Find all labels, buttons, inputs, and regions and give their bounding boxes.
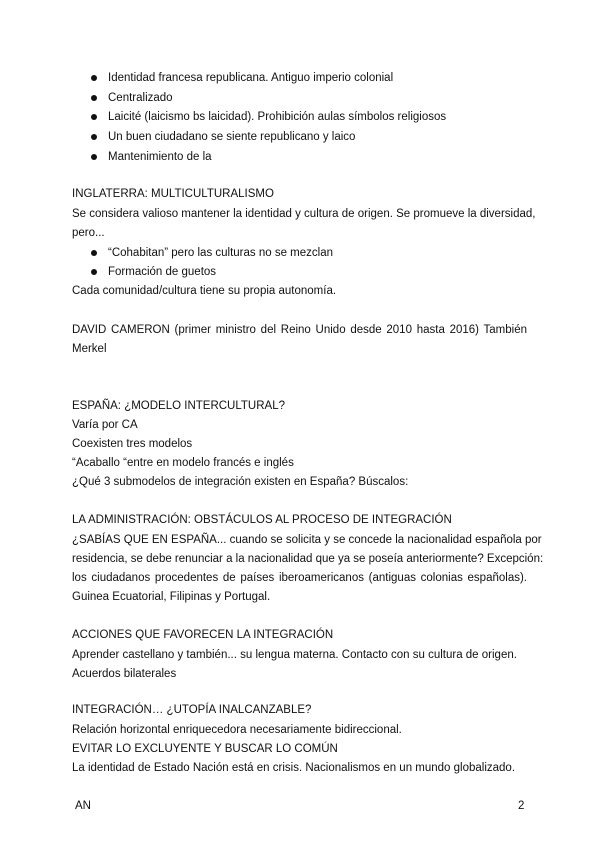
admin-line: los ciudadanos procedentes de países iberoamericanos (antiguas colonias españolas). bbox=[72, 572, 527, 584]
list-item: Centralizado bbox=[108, 92, 173, 104]
actions-heading: ACCIONES QUE FAVORECEN LA INTEGRACIÓN bbox=[72, 629, 334, 641]
admin-heading: LA ADMINISTRACIÓN: OBSTÁCULOS AL PROCESO DE INTEGRACIÓN bbox=[72, 514, 452, 526]
cameron-line: Merkel bbox=[72, 343, 107, 355]
bullet-dot bbox=[91, 250, 97, 256]
uk-heading: INGLATERRA: MULTICULTURALISMO bbox=[72, 188, 274, 200]
uk-paragraph-line: Se considera valioso mantener la identidad y cultura de origen. Se promueve la diversidad, bbox=[72, 208, 536, 220]
bullet-dot bbox=[91, 154, 97, 160]
utopia-line: La identidad de Estado Nación está en crisis. Nacionalismos en un mundo globalizado. bbox=[72, 762, 516, 774]
list-item: Identidad francesa republicana. Antiguo imperio colonial bbox=[108, 72, 394, 84]
bullet-dot bbox=[91, 269, 97, 275]
utopia-heading: INTEGRACIÓN… ¿UTOPÍA INALCANZABLE? bbox=[72, 704, 312, 716]
actions-line: Acuerdos bilaterales bbox=[72, 668, 177, 680]
spain-line: “Acaballo “entre en modelo francés e inglés bbox=[72, 457, 294, 469]
uk-paragraph-line: pero... bbox=[72, 227, 105, 239]
list-item: Un buen ciudadano se siente republicano y laico bbox=[108, 131, 356, 143]
list-item: Mantenimiento de la bbox=[108, 151, 212, 163]
bullet-dot bbox=[91, 95, 97, 101]
bullet-dot bbox=[91, 134, 97, 140]
footer-author: AN bbox=[75, 800, 91, 812]
spain-heading: ESPAÑA: ¿MODELO INTERCULTURAL? bbox=[72, 400, 286, 412]
utopia-line: EVITAR LO EXCLUYENTE Y BUSCAR LO COMÚN bbox=[72, 743, 338, 755]
admin-line: Guinea Ecuatorial, Filipinas y Portugal. bbox=[72, 591, 271, 603]
list-item: Formación de guetos bbox=[108, 266, 217, 278]
list-item: “Cohabitan” pero las culturas no se mezclan bbox=[108, 247, 334, 259]
admin-line: ¿SABÍAS QUE EN ESPAÑA... cuando se solicita y se concede la nacionalidad española por bbox=[72, 534, 542, 546]
spain-line: Varía por CA bbox=[72, 419, 138, 431]
spain-line: Coexisten tres modelos bbox=[72, 438, 193, 450]
utopia-line: Relación horizontal enriquecedora necesariamente bidireccional. bbox=[72, 724, 402, 736]
bullet-dot bbox=[91, 75, 97, 81]
uk-closing: Cada comunidad/cultura tiene su propia autonomía. bbox=[72, 285, 337, 297]
cameron-line: DAVID CAMERON (primer ministro del Reino Unido desde 2010 hasta 2016) También bbox=[72, 324, 527, 336]
admin-line: residencia, se debe renunciar a la nacionalidad que ya se poseía anteriormente? Excepción: bbox=[72, 553, 544, 565]
bullet-dot bbox=[91, 114, 97, 120]
page-number: 2 bbox=[518, 800, 525, 812]
actions-line: Aprender castellano y también... su lengua materna. Contacto con su cultura de origen. bbox=[72, 649, 517, 661]
spain-line: ¿Qué 3 submodelos de integración existen en España? Búscalos: bbox=[72, 476, 409, 488]
list-item: Laicité (laicismo bs laicidad). Prohibición aulas símbolos religiosos bbox=[108, 111, 447, 123]
